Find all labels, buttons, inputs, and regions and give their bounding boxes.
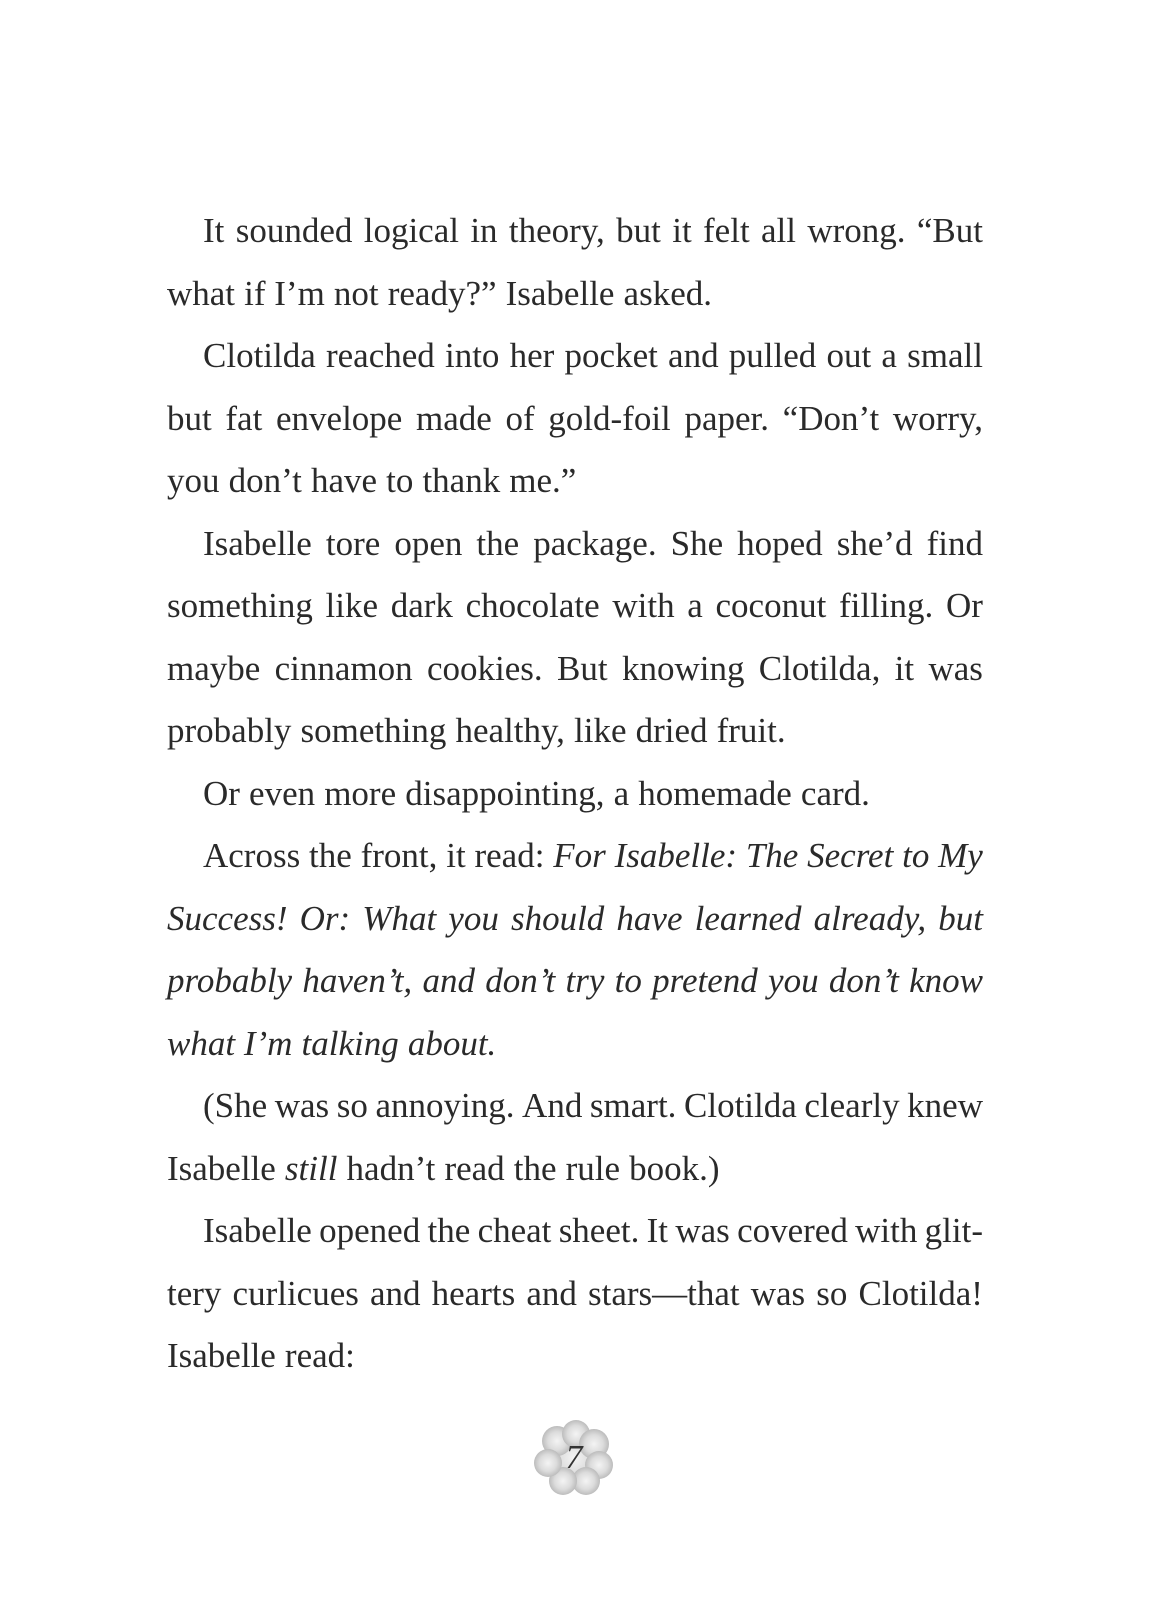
word: asked.	[623, 273, 712, 313]
text-line	[167, 450, 983, 513]
word: book.)	[629, 1148, 720, 1188]
word: envelope	[276, 398, 403, 438]
word: open	[394, 523, 463, 563]
word: still	[284, 1148, 338, 1188]
word: The	[745, 836, 799, 875]
word: have	[310, 461, 378, 500]
word: cinnamon	[274, 648, 413, 688]
word: logical	[363, 211, 459, 250]
word: a	[613, 773, 630, 813]
word: so	[336, 1086, 368, 1125]
word: Clotilda	[203, 336, 316, 375]
word: probably	[167, 961, 293, 1000]
word: Or	[946, 586, 983, 625]
word: Isabelle	[167, 1336, 276, 1375]
text-line	[167, 200, 983, 263]
word: hadn’t	[346, 1148, 436, 1188]
word: to	[614, 961, 642, 1000]
word: It	[646, 1211, 669, 1250]
word: if I’m	[244, 273, 325, 313]
word: My	[938, 836, 983, 875]
word: maybe	[167, 648, 261, 688]
word: Success!	[167, 898, 288, 938]
word: talking	[301, 1023, 399, 1063]
word: (She	[203, 1086, 268, 1125]
text-line	[167, 513, 983, 576]
word: chocolate	[465, 586, 600, 625]
word: it	[446, 836, 466, 875]
word: tery	[167, 1273, 222, 1313]
word: in	[470, 211, 498, 250]
word: was	[928, 648, 983, 688]
word: like	[325, 586, 378, 625]
word: tore	[325, 523, 381, 563]
word: covered	[737, 1211, 848, 1250]
word: It	[203, 211, 225, 250]
text-line	[167, 1325, 983, 1388]
word: should	[510, 898, 605, 938]
word: and	[369, 1273, 421, 1313]
word: but	[167, 398, 212, 438]
word: not	[333, 273, 379, 313]
word: “But	[916, 211, 983, 250]
word: was	[675, 1211, 730, 1250]
word: And	[522, 1086, 583, 1125]
word: cheat	[477, 1211, 552, 1250]
text-line	[167, 263, 983, 326]
word: hoped	[737, 523, 823, 563]
word: sounded	[235, 211, 353, 250]
word: read:	[284, 1336, 355, 1375]
word: what I’m	[167, 1023, 293, 1063]
word: you	[167, 461, 220, 500]
word: the	[476, 523, 520, 563]
word: card.	[800, 773, 870, 813]
page-number-badge	[531, 1419, 617, 1497]
word: stars—that	[587, 1273, 740, 1313]
word: reached	[325, 336, 435, 375]
word: you	[448, 898, 499, 938]
word: have	[616, 898, 683, 938]
word: you	[768, 961, 819, 1000]
text-line	[167, 950, 983, 1013]
word: Or	[203, 773, 240, 813]
word: don’t	[485, 961, 556, 1000]
word: was	[274, 1086, 330, 1125]
word: and	[526, 1273, 577, 1313]
word: paper.	[684, 398, 769, 438]
word: cookies.	[427, 648, 543, 688]
word: clearly	[804, 1086, 900, 1125]
word: even	[249, 773, 316, 813]
word: She	[670, 523, 724, 563]
word: all	[761, 211, 796, 250]
word: the	[309, 836, 352, 875]
text-line	[167, 763, 983, 826]
word: theory,	[508, 211, 605, 250]
word: hearts	[431, 1273, 516, 1313]
book-page-text	[167, 200, 983, 1388]
word: Secret	[807, 836, 894, 875]
word: rule	[565, 1148, 621, 1188]
text-line	[167, 1263, 983, 1326]
word: small	[907, 336, 983, 375]
word: made	[416, 398, 492, 438]
word: find	[926, 523, 983, 563]
word: try	[565, 961, 605, 1000]
word: thank	[422, 461, 501, 500]
word: of	[505, 398, 535, 438]
word: pretend	[652, 961, 758, 1000]
word: sheet.	[558, 1211, 640, 1250]
word: Clotilda	[684, 1086, 797, 1125]
word: What	[362, 898, 437, 938]
word: glit-	[924, 1211, 983, 1250]
word: For	[553, 836, 606, 875]
word: a	[687, 586, 703, 625]
word: pocket	[564, 336, 658, 375]
word: “Don’t	[782, 398, 880, 438]
word: front,	[360, 836, 438, 875]
word: opened	[319, 1211, 421, 1250]
word: read	[444, 1148, 505, 1188]
word: probably	[167, 711, 292, 750]
word: healthy,	[455, 711, 565, 750]
word: what	[167, 273, 236, 313]
word: something	[167, 586, 313, 625]
text-line	[167, 1013, 983, 1076]
page-number: 7	[565, 1439, 583, 1476]
text-line	[167, 888, 983, 951]
word: more	[324, 773, 397, 813]
word: into	[444, 336, 500, 375]
word: Clotilda,	[758, 648, 881, 688]
word: like	[574, 711, 627, 750]
text-line	[167, 1200, 983, 1263]
word: Isabelle	[167, 1148, 276, 1188]
text-line	[167, 575, 983, 638]
word: to	[902, 836, 930, 875]
word: wrong.	[807, 211, 906, 250]
word: and	[668, 336, 719, 375]
word: curlicues	[232, 1273, 359, 1313]
word: Across	[203, 836, 301, 875]
word: it	[672, 211, 692, 250]
word: dark	[390, 586, 453, 625]
text-line	[167, 388, 983, 451]
word: Isabelle	[203, 1211, 312, 1250]
word: coconut	[715, 586, 827, 625]
text-line	[167, 1075, 983, 1138]
word: and	[422, 961, 475, 1000]
word: Isabelle	[505, 273, 615, 313]
word: read:	[474, 836, 545, 875]
word: the	[513, 1148, 557, 1188]
word: smart.	[589, 1086, 677, 1125]
word: haven’t,	[302, 961, 413, 1000]
word: me.”	[509, 461, 577, 500]
word: don’t	[228, 461, 302, 500]
word: it	[894, 648, 915, 688]
word: she’d	[836, 523, 913, 563]
word: package.	[533, 523, 657, 563]
word: ready?”	[387, 273, 497, 313]
word: about.	[407, 1023, 497, 1063]
word: was	[750, 1273, 806, 1313]
word: fat	[225, 398, 263, 438]
word: know	[909, 961, 983, 1000]
word: don’t	[828, 961, 899, 1000]
word: But	[557, 648, 608, 688]
word: with	[855, 1211, 918, 1250]
word: worry,	[892, 398, 983, 438]
text-line	[167, 825, 983, 888]
word: to	[386, 461, 414, 500]
word: disappointing,	[405, 773, 605, 813]
word: Or:	[299, 898, 351, 938]
text-line	[167, 638, 983, 701]
word: Isabelle	[203, 523, 312, 563]
word: but	[616, 211, 661, 250]
word: annoying.	[375, 1086, 515, 1125]
word: knew	[907, 1086, 983, 1125]
word: Clotilda!	[858, 1273, 983, 1313]
word: filling.	[839, 586, 934, 625]
word: with	[612, 586, 675, 625]
word: her	[509, 336, 555, 375]
word: something	[300, 711, 447, 750]
word: gold-foil	[548, 398, 671, 438]
word: learned	[694, 898, 802, 938]
word: already,	[813, 898, 927, 938]
word: but	[938, 898, 983, 938]
word: so	[816, 1273, 848, 1313]
text-line	[167, 700, 983, 763]
word: homemade	[638, 773, 792, 813]
word: dried	[635, 711, 708, 750]
word: pulled	[728, 336, 817, 375]
word: the	[427, 1211, 471, 1250]
text-line	[167, 325, 983, 388]
word: fruit.	[716, 711, 786, 750]
text-line	[167, 1138, 983, 1201]
word: out	[826, 336, 872, 375]
word: knowing	[621, 648, 745, 688]
word: felt	[703, 211, 750, 250]
word: Isabelle:	[614, 836, 738, 875]
word: a	[881, 336, 897, 375]
